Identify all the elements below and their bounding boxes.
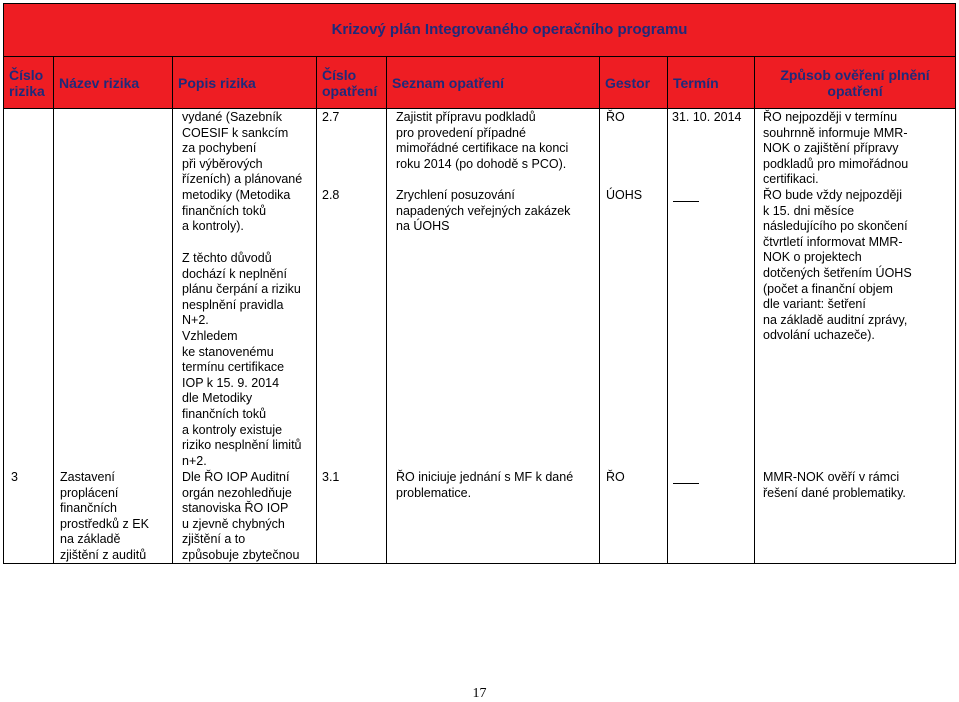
- header-measure-number: Číslo opatření: [317, 57, 387, 109]
- risk-description-part-1: vydané (Sazebník COESIF k sankcím za pochybení při výběrových řízeních) a plánované metodiky (Metodika finančních toků a kontroly).: [182, 110, 303, 234]
- risk-name-cell: [54, 109, 173, 564]
- table-title: Krizový plán Integrovaného operačního programu: [4, 4, 956, 57]
- measure-deadline: 31. 10. 2014: [672, 110, 742, 124]
- verification-text: ŘO nejpozději v termínu souhrnně informuje MMR- NOK o zajištění přípravy podkladů pro mimořádnou certifikaci.: [763, 110, 909, 187]
- measure-number-cell: [317, 109, 387, 564]
- crisis-plan-table: [3, 3, 956, 564]
- deadline-blank-line: [673, 201, 699, 202]
- header-verification: Způsob ověření plnění opatření: [755, 57, 956, 109]
- header-risk-number: Číslo rizika: [4, 57, 54, 109]
- header-owner: Gestor: [600, 57, 668, 109]
- header-deadline: Termín: [668, 57, 755, 109]
- measure-number: 2.7: [322, 110, 340, 124]
- owner-cell: [600, 109, 668, 564]
- header-measures: Seznam opatření: [387, 57, 600, 109]
- risk-description-part-2: Z těchto důvodů dochází k neplnění plánu čerpání a riziku nesplnění pravidla N+2. Vzhledem ke stanovenému termínu certifikace IOP k 15. 9. 2014 dle Metodiky finančních toků a kontroly existuje riziko nesplnění limitů n+2.: [182, 251, 302, 468]
- measure-owner: ŘO: [606, 110, 625, 124]
- verification-text: MMR-NOK ověří v rámci řešení dané problematiky.: [763, 470, 906, 500]
- risk-description-cell: [173, 109, 317, 564]
- measure-owner: ŘO: [606, 470, 625, 484]
- measure-text: Zrychlení posuzování napadených veřejných zakázek na ÚOHS: [396, 188, 571, 234]
- header-risk-description: Popis rizika: [173, 57, 317, 109]
- measure-number: 3.1: [322, 470, 340, 484]
- measure-owner: ÚOHS: [606, 188, 643, 202]
- verification-cell: [755, 109, 956, 564]
- measures-cell: [387, 109, 600, 564]
- deadline-blank-line: [673, 483, 699, 484]
- risk-number: 3: [11, 470, 18, 484]
- measure-text: Zajistit přípravu podkladů pro provedení případné mimořádné certifikace na konci roku 2014 (po dohodě s PCO).: [396, 110, 569, 171]
- risk-name: Zastavení proplácení finančních prostředků z EK na základě zjištění z auditů: [60, 470, 149, 562]
- risk-number-cell: [4, 109, 54, 564]
- page-number: 17: [472, 686, 487, 701]
- header-risk-name: Název rizika: [54, 57, 173, 109]
- deadline-cell: [668, 109, 755, 564]
- measure-text: ŘO iniciuje jednání s MF k dané problematice.: [396, 470, 574, 500]
- risk-description-part-3: Dle ŘO IOP Auditní orgán nezohledňuje stanoviska ŘO IOP u zjevně chybných zjištění a to způsobuje zbytečnou: [182, 470, 300, 562]
- verification-text: ŘO bude vždy nejpozději k 15. dni měsíce následujícího po skončení čtvrtletí informovat MMR- NOK o projektech dotčených šetřením ÚOHS (počet a finanční objem dle variant: šetření na základě auditní zprávy, odvolání uchazeče).: [763, 188, 912, 343]
- measure-number: 2.8: [322, 188, 340, 202]
